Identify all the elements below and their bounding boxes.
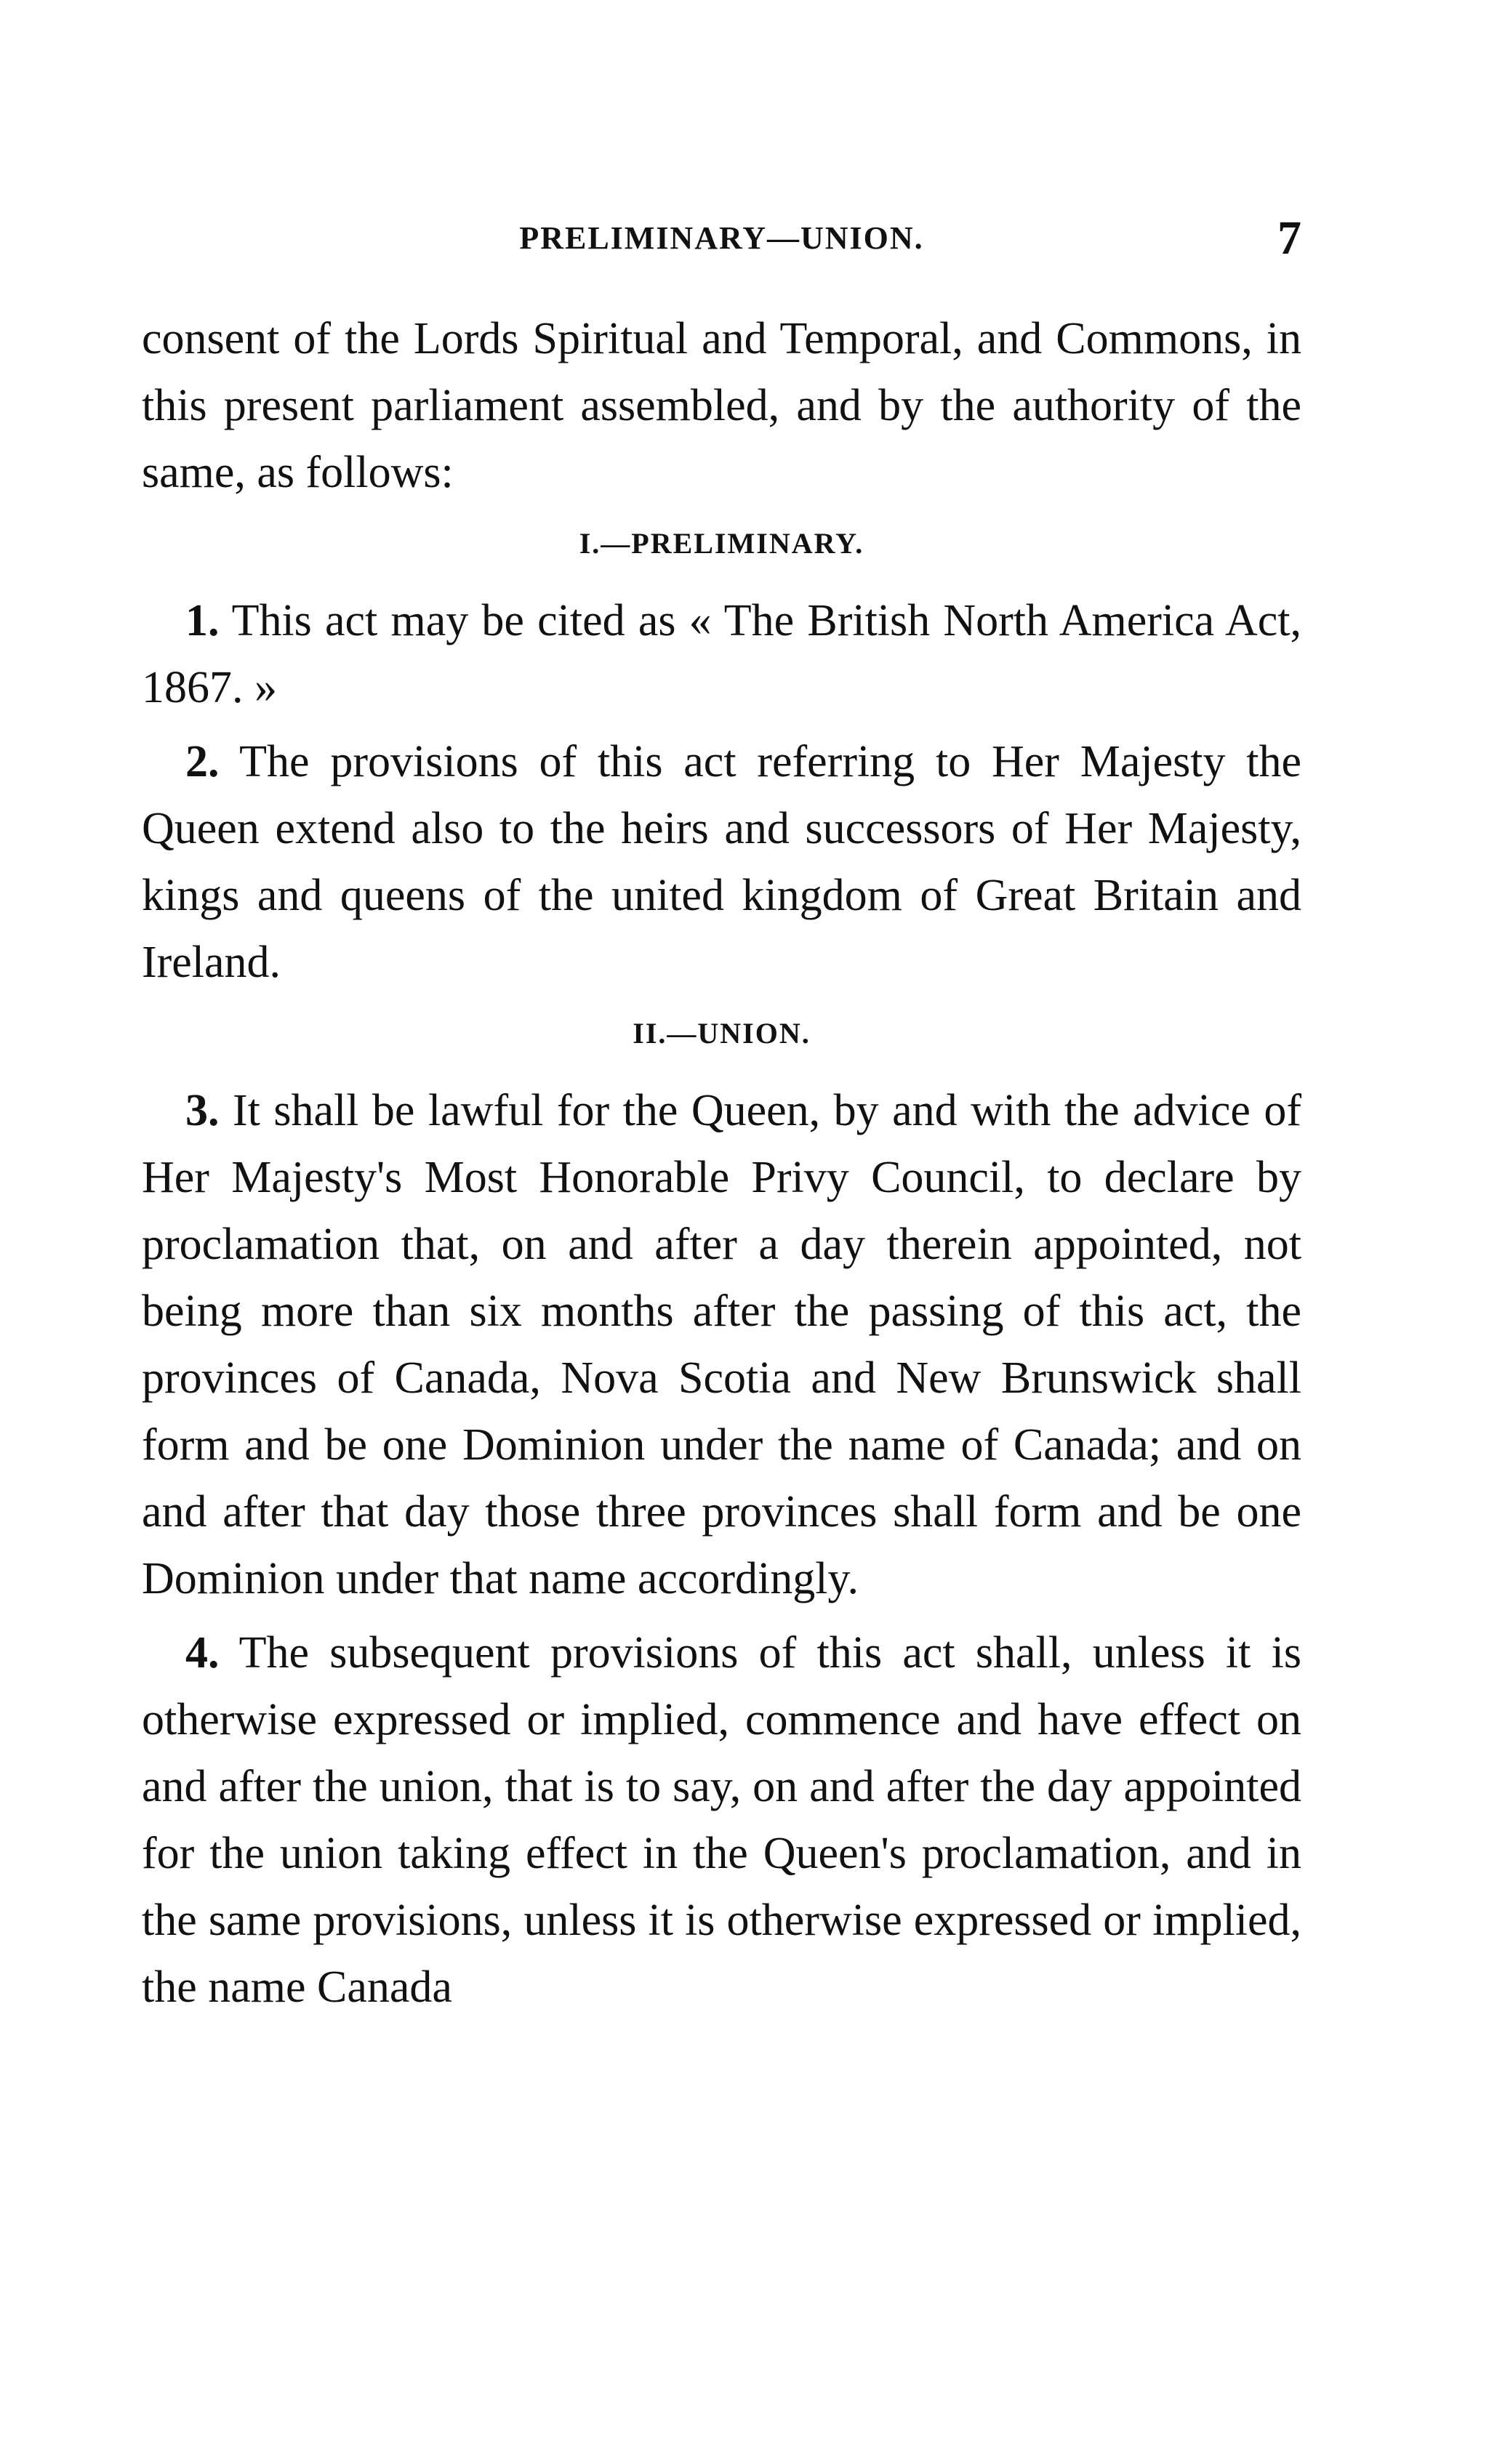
section-heading-union: II.—UNION. <box>633 1017 811 1050</box>
clause-2-number: 2. <box>185 737 220 786</box>
clause-1-number: 1. <box>185 596 220 645</box>
running-title: PRELIMINARY—UNION. <box>519 220 924 256</box>
clause-1-text: This act may be cited as « The British North America Act, 1867. » <box>142 596 1301 712</box>
clause-3-number: 3. <box>185 1086 220 1135</box>
intro-paragraph: consent of the Lords Spiritual and Temporal, and Commons, in this present parliament assembled, and by the authority of the same, as follows: <box>142 314 1301 497</box>
body-text <box>142 305 1301 2021</box>
clause-4 <box>142 1619 1301 2021</box>
page-number: 7 <box>1277 212 1301 265</box>
clause-3 <box>142 1077 1301 1612</box>
running-head <box>142 211 1301 269</box>
section-heading-preliminary: I.—PRELIMINARY. <box>579 527 864 560</box>
clause-4-text: The subsequent provisions of this act shall, unless it is otherwise expressed or implied, commence and have effect on and after the union, that is to say, on and after the day appointed for the union taking effect in the Queen's proclamation, and in the same provisions, unless it is otherwise expressed or implied, the name Canada <box>142 1628 1301 2012</box>
clause-4-number: 4. <box>185 1628 220 1678</box>
clause-1 <box>142 587 1301 721</box>
clause-2 <box>142 728 1301 996</box>
clause-3-text: It shall be lawful for the Queen, by and with the advice of Her Majesty's Most Honorable Privy Council, to declare by proclamation that, on and after a day therein appointed, not being more than six months after the passing of this act, the provinces of Canada, Nova Scotia and New Brunswick shall form and be one Dominion under the name of Canada; and on and after that day those three provinces shall form and be one Dominion under that name accordingly. <box>142 1086 1301 1603</box>
clause-2-text: The provisions of this act referring to Her Majesty the Queen extend also to the heirs and successors of Her Majesty, kings and queens of the united kingdom of Great Britain and Ireland. <box>142 737 1301 987</box>
